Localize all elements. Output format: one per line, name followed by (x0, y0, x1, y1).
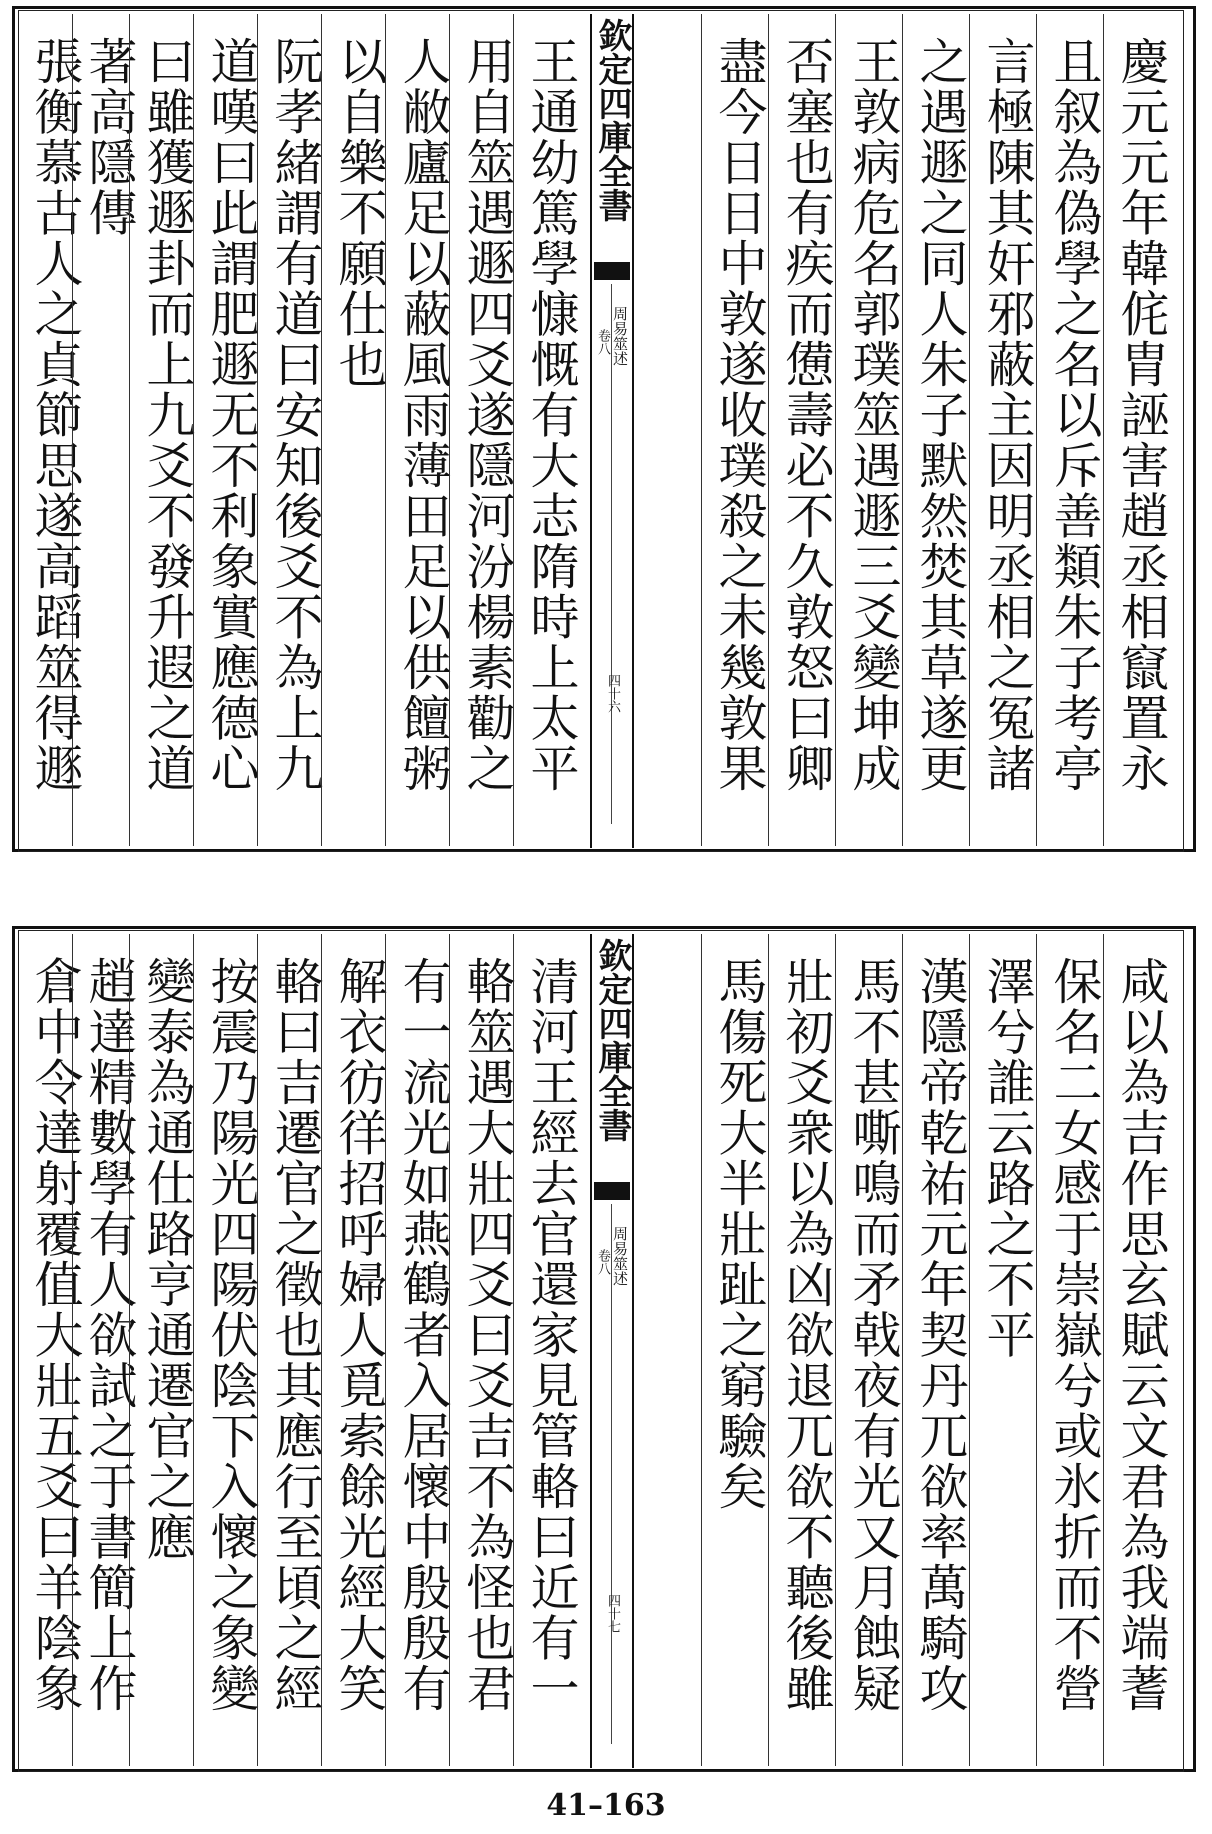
column-rule (513, 14, 514, 846)
column-rule (385, 934, 386, 1766)
column-rule (321, 14, 322, 846)
text-column: 張衡慕古人之貞節思遂高蹈筮得遯 (27, 36, 84, 794)
column-rule (835, 934, 836, 1766)
text-column: 言極陳其奸邪蔽主因明丞相之冤諸 (979, 36, 1036, 794)
text-column: 澤兮誰云路之不平 (979, 956, 1036, 1360)
text-column: 王敦病危名郭璞筮遇遯三爻變坤成 (845, 36, 902, 794)
column-rule (72, 14, 73, 846)
column-rule (513, 934, 514, 1766)
text-column: 保名二女感于崇嶽兮或氷折而不營 (1046, 956, 1103, 1714)
text-column: 倉中令達射覆值大壯五爻曰羊陰象 (27, 956, 84, 1714)
text-column: 輅筮遇大壯四爻曰爻吉不為怪也君 (459, 956, 516, 1714)
column-rule (701, 14, 702, 846)
center-margin-strip (590, 934, 634, 1768)
bottom-page (0, 920, 1212, 1778)
text-column: 趙達精數學有人欲試之于書簡上作 (81, 956, 138, 1714)
text-column: 否塞也有疾而憊壽必不久敦怒曰卿 (778, 36, 835, 794)
column-rule (449, 934, 450, 1766)
folio-number: 四十六 (605, 674, 620, 713)
text-column: 以自樂不願仕也 (331, 36, 388, 390)
column-rule (902, 934, 903, 1766)
column-rule (72, 934, 73, 1766)
column-rule (1036, 14, 1037, 846)
top-page (0, 0, 1212, 858)
column-rule (193, 934, 194, 1766)
column-rule (768, 14, 769, 846)
folio-number: 四十七 (605, 1594, 620, 1633)
column-rule (129, 14, 130, 846)
collection-title: 欽定四庫全書 (592, 18, 632, 222)
text-column: 人敝廬足以蔽風雨薄田足以供饘粥 (395, 36, 452, 794)
column-rule (701, 934, 702, 1766)
column-rule (193, 14, 194, 846)
column-rule (257, 934, 258, 1766)
column-rule (449, 14, 450, 846)
volume-label: 卷八 (595, 1249, 610, 1275)
column-rule (835, 14, 836, 846)
text-column: 著高隱傳 (81, 36, 138, 238)
column-rule (321, 934, 322, 1766)
text-column: 輅曰吉遷官之徵也其應行至頃之經 (267, 956, 324, 1714)
column-rule (768, 934, 769, 1766)
text-column: 馬傷死大半壯趾之窮驗矣 (711, 956, 768, 1512)
column-rule (969, 934, 970, 1766)
column-rule (385, 14, 386, 846)
text-column: 慶元元年韓侂胄誣害趙丞相竄置永 (1113, 36, 1170, 794)
book-title: 周易筮述 (611, 306, 629, 366)
text-column: 清河王經去官還家見管輅曰近有一 (523, 956, 580, 1714)
column-rule (257, 14, 258, 846)
column-rule (129, 934, 130, 1766)
text-column: 阮孝緒謂有道曰安知後爻不為上九 (267, 36, 324, 794)
text-column: 曰雖獲遯卦而上九爻不發升遐之道 (139, 36, 196, 794)
column-rule (1036, 934, 1037, 1766)
text-column: 道嘆曰此謂肥遯无不利象實應德心 (203, 36, 260, 794)
text-column: 盡今日日中敦遂收璞殺之未幾敦果 (711, 36, 768, 794)
text-column: 按震乃陽光四陽伏陰下入懷之象變 (203, 956, 260, 1714)
text-column: 壯初爻衆以為凶欲退兀欲不聽後雖 (778, 956, 835, 1714)
text-column: 咸以為吉作思玄賦云文君為我端蓍 (1113, 956, 1170, 1714)
column-rule (902, 14, 903, 846)
column-rule (1103, 934, 1104, 1766)
volume-label: 卷八 (595, 329, 610, 355)
page-number-footer: 41–163 (546, 1788, 666, 1823)
text-column: 王通幼篤學慷慨有大志隋時上太平 (523, 36, 580, 794)
text-column: 有一流光如燕鶴者入居懷中殷殷有 (395, 956, 452, 1714)
text-column: 變泰為通仕路亨通遷官之應 (139, 956, 196, 1562)
text-column: 解衣彷徉招呼婦人覓索餘光經大笑 (331, 956, 388, 1714)
collection-title: 欽定四庫全書 (592, 938, 632, 1142)
column-rule (969, 14, 970, 846)
fish-tail-mark (594, 262, 630, 280)
text-column: 漢隱帝乾祐元年契丹兀欲率萬騎攻 (912, 956, 969, 1714)
column-rule (1103, 14, 1104, 846)
text-column: 且叙為偽學之名以斥善類朱子考亭 (1046, 36, 1103, 794)
text-column: 用自筮遇遯四爻遂隱河汾楊素勸之 (459, 36, 516, 794)
text-column: 馬不甚嘶鳴而矛戟夜有光又月蝕疑 (845, 956, 902, 1714)
book-title: 周易筮述 (611, 1226, 629, 1286)
text-column: 之遇遯之同人朱子默然焚其草遂更 (912, 36, 969, 794)
fish-tail-mark (594, 1182, 630, 1200)
center-margin-strip (590, 14, 634, 848)
